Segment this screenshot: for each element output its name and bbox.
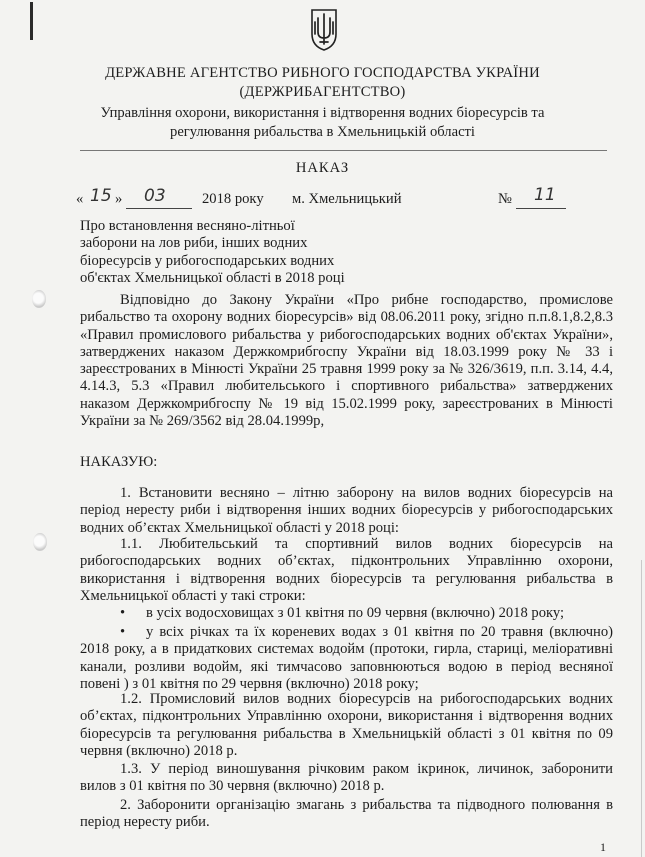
handwritten-month: 03 [144, 186, 166, 206]
subject-line: об'єктах Хмельницької області в 2018 році [80, 269, 345, 286]
order-date-line [76, 185, 616, 213]
preamble-paragraph: Відповідно до Закону України «Про рибне господарство, промислове рибальство та охорону водних біоресурсів» від 08.06.2011 року, згідно п.п.8.1,8.2,8.3 «Правил промислового рибальства у рибогосподарських водних об'єктах України», затверджених наказом Держкомрибгоспу України від 18.03.1999 року № 33 і зареєстрованих в Мінюсті України 25 травня 1999 року за № 326/3619, п.п. 3.14, 4.4, 4.14.3, 5.3 «Правил любительського і спортивного рибальства» затверджених наказом Держкомрибгоспу № 19 від 15.02.1999 року, зареєстрованих в Мінюсті України за № 269/3562 від 28.04.1999р, [80, 292, 613, 430]
agency-abbreviation: (ДЕРЖРИБАГЕНТСТВО) [239, 84, 406, 100]
list-item [80, 624, 613, 693]
agency-name [0, 64, 645, 102]
clause-2: 2. Заборонити організацію змагань з рибальства та підводного полювання в період нересту риби. [80, 797, 613, 831]
clause-1-3: 1.3. У період виношування річковим раком ікринок, личинок, заборонити вилов з 01 квітня по 30 червня (включно) 2018 р. [80, 761, 613, 795]
month-underline [126, 208, 192, 209]
clause-1: 1. Встановити весняно – літню заборону на вилов водних біоресурсів на період нересту риби і відтворення інших водних біоресурсів у рибогосподарських водних об’єктах Хмельницької області у 2018 році: [80, 485, 613, 536]
agency-name-line: ДЕРЖАВНЕ АГЕНТСТВО РИБНОГО ГОСПОДАРСТВА УКРАЇНИ [105, 65, 540, 81]
department-name-line: регулювання рибальства в Хмельницькій області [170, 124, 475, 140]
subject-line: біоресурсів у рибогосподарських водних [80, 252, 335, 269]
date-close-quote: » [115, 191, 123, 207]
punch-hole [33, 533, 47, 551]
date-open-quote: « [76, 191, 84, 207]
scan-artifact-bar [30, 2, 33, 40]
clause-1-1: 1.1. Любительський та спортивний вилов водних біоресурсів на рибогосподарських водних об’єктах, підконтрольних Управлінню охорони, використання і відтворення водних біоресурсів та регулювання рибальства в Хмельницької області у такі строки: [80, 536, 613, 604]
order-subject [80, 218, 380, 287]
subject-line: заборони на лов риби, інших водних [80, 235, 308, 252]
order-title: НАКАЗ [295, 160, 350, 176]
punch-hole [32, 290, 46, 308]
department-name-line: Управління охорони, використання і відтворення водних біоресурсів та [100, 105, 545, 121]
header-divider [80, 150, 607, 151]
number-underline [516, 208, 566, 209]
handwritten-day: 15 [90, 186, 112, 206]
department-name [0, 104, 645, 142]
number-label: № [498, 191, 512, 207]
bullet-icon: • [120, 624, 126, 640]
list-item-text: в усіх водосховищах з 01 квітня по 09 червня (включно) 2018 року; [146, 605, 565, 621]
clause-1-2: 1.2. Промисловий вилов водних біоресурсів на рибогосподарських водних об’єктах, підконтрольних Управлінню охорони, використання і відтворення водних біоресурсів та регулювання рибальства в Хмельницькій області з 01 квітня по 09 червня (включно) 2018 р. [80, 691, 613, 759]
bullet-icon: • [120, 605, 126, 621]
scan-edge-line [641, 560, 642, 857]
subject-line: Про встановлення весняно-літньої [80, 218, 295, 234]
city-name: м. Хмельницький [292, 191, 402, 207]
order-directive-heading: НАКАЗУЮ: [80, 454, 158, 470]
list-item-text: у всіх річках та їх кореневих водах з 01 квітня по 20 травня (включно) 2018 року, а в придаткових системах водойм (протоки, гирла, стариці, меліоративні канали, розливи водойм, які тимчасово заповнюються водою в період весняної повені ) з 01 квітня по 29 червня (включно) 2018 року; [80, 624, 613, 692]
coat-of-arms-trident-icon [310, 8, 338, 52]
list-item [80, 605, 613, 622]
page-number: 1 [600, 840, 606, 854]
handwritten-order-number: 11 [534, 185, 556, 205]
date-year: 2018 року [202, 191, 264, 207]
